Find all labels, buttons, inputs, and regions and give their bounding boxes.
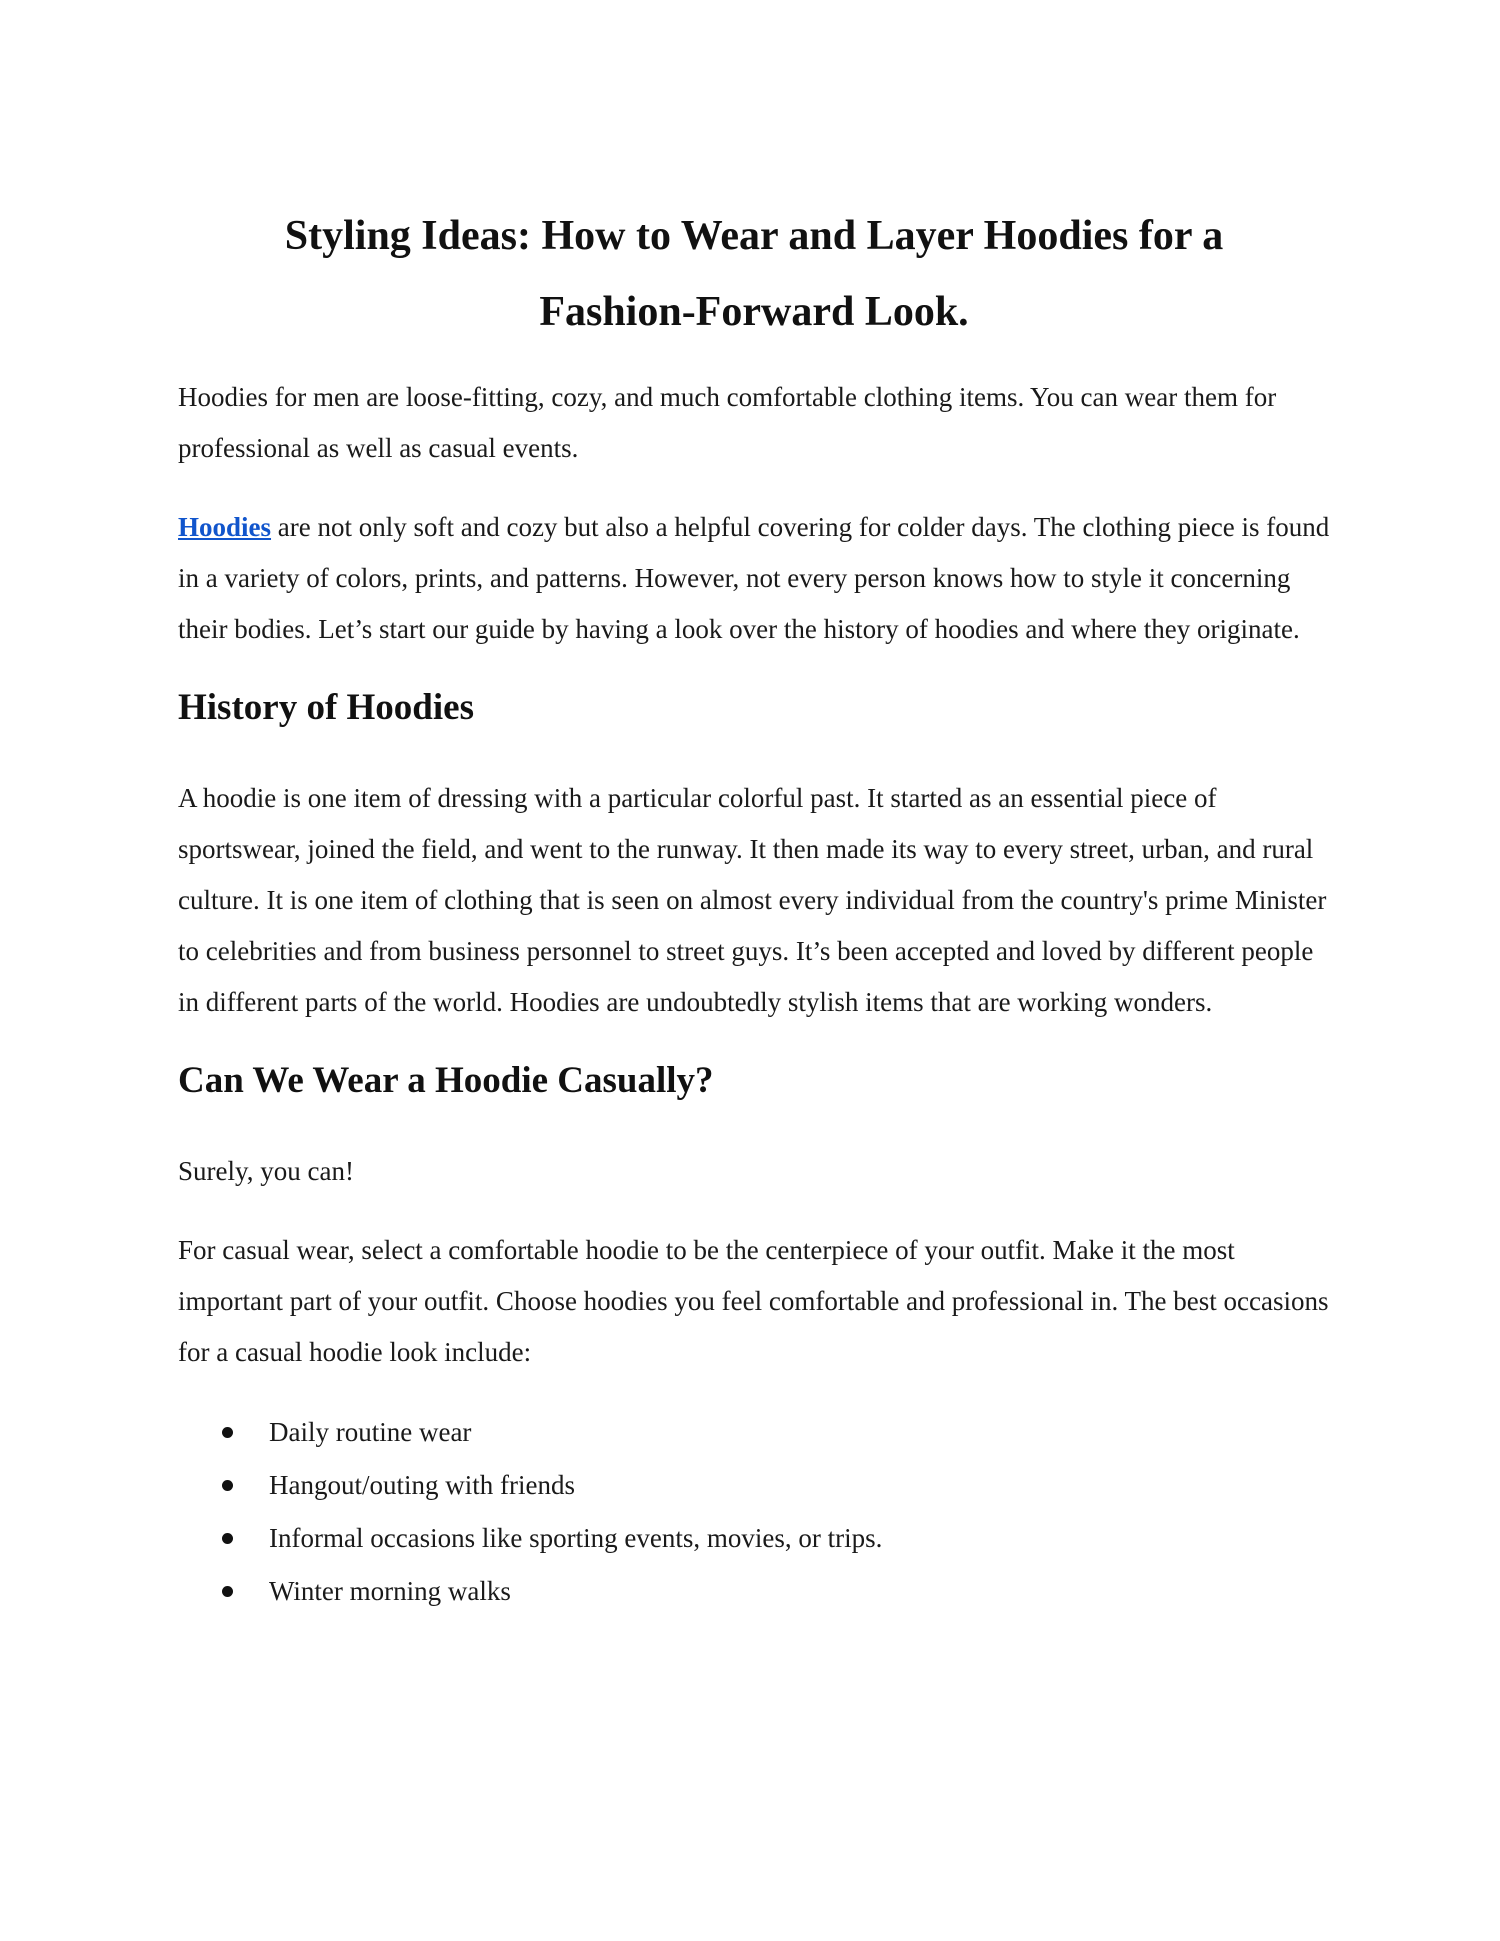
- list-item-text: Hangout/outing with friends: [269, 1470, 575, 1500]
- hoodies-link[interactable]: Hoodies: [178, 512, 272, 542]
- history-paragraph: A hoodie is one item of dressing with a particular colorful past. It started as an essential piece of sportswear, joined the field, and went to the runway. It then made its way to every street, urban, and rural culture. It is one item of clothing that is seen on almost every individual from the country's prime Minister to celebrities and from business personnel to street guys. It’s been accepted and loved by different people in different parts of the world. Hoodies are undoubtedly stylish items that are working wonders.: [178, 783, 1327, 1017]
- document-title-line-1: Styling Ideas: How to Wear and Layer Hoodies for a: [284, 213, 1224, 259]
- bullet-icon: [222, 1480, 233, 1491]
- hoodies-overview-text: are not only soft and cozy but also a helpful covering for colder days. The clothing piece is found in a variety of colors, prints, and patterns. However, not every person knows how to style it concerning their bodies. Let’s start our guide by having a look over the history of hoodies and where they originate.: [178, 512, 1330, 644]
- list-item-text: Informal occasions like sporting events, movies, or trips.: [269, 1523, 883, 1553]
- bullet-icon: [222, 1586, 233, 1597]
- document-title-line-2: Fashion-Forward Look.: [539, 289, 969, 335]
- list-item: [178, 1406, 1330, 1459]
- casual-paragraph: For casual wear, select a comfortable hoodie to be the centerpiece of your outfit. Make it the most important part of your outfit. Choose hoodies you feel comfortable and professional in. The best occasions for a casual hoodie look include:: [178, 1235, 1329, 1367]
- intro-paragraph: Hoodies for men are loose-fitting, cozy, and much comfortable clothing items. You can wear them for professional as well as casual events.: [178, 382, 1277, 463]
- bullet-icon: [222, 1427, 233, 1438]
- document-title: [178, 198, 1330, 350]
- list-item: [178, 1512, 1330, 1565]
- bullet-icon: [222, 1533, 233, 1544]
- history-heading: History of Hoodies: [178, 687, 474, 728]
- casual-heading: Can We Wear a Hoodie Casually?: [178, 1060, 714, 1101]
- list-item: [178, 1565, 1330, 1618]
- list-item-text: Winter morning walks: [269, 1576, 511, 1606]
- list-item-text: Daily routine wear: [269, 1417, 472, 1447]
- list-item: [178, 1459, 1330, 1512]
- casual-short-answer: Surely, you can!: [178, 1156, 354, 1186]
- hoodies-overview-paragraph: [178, 502, 1330, 655]
- document-content: [178, 198, 1330, 1618]
- casual-occasions-list: [178, 1406, 1330, 1618]
